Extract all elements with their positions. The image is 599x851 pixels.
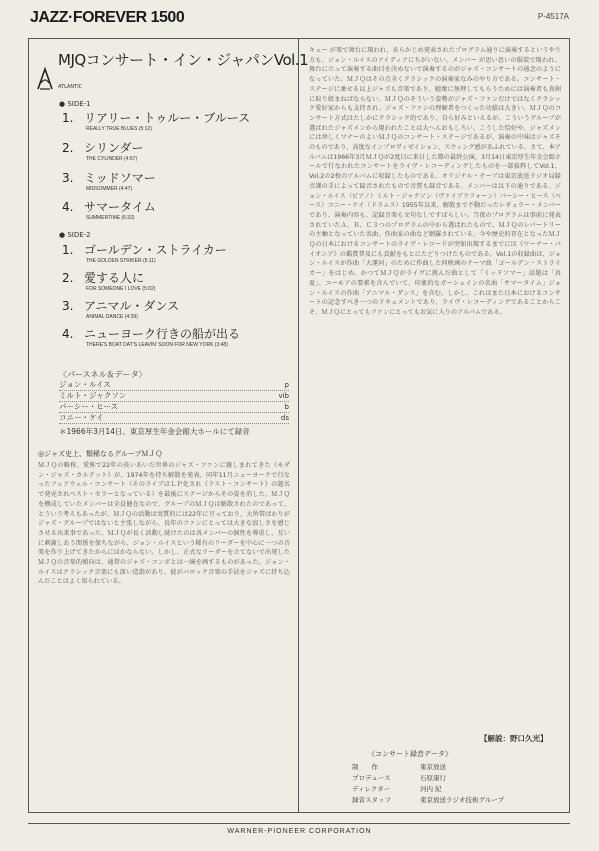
personnel-row: [59, 413, 289, 424]
member-instrument: ds: [280, 414, 289, 422]
footer-rule: [28, 823, 570, 824]
credit-role: 録音スタッフ: [352, 796, 391, 804]
track-title-jp: ニューヨーク行きの船が出る: [84, 327, 241, 341]
credit-value: 石原康行: [420, 774, 446, 782]
credit-value: 東京放送: [420, 763, 446, 771]
side1-label: ● SIDE-1: [59, 100, 91, 108]
publisher-footer: WARNER-PIONEER CORPORATION: [227, 828, 372, 835]
side2-label: ● SIDE-2: [59, 231, 91, 239]
album-title: MJQコンサート・イン・ジャパンVol.1: [58, 51, 309, 69]
track-title-en: THERE'S BOAT DAT'S LEAVIN' SOON FOR NEW YORK (3:48): [86, 342, 228, 348]
credit-value: 河内 紀: [420, 785, 442, 793]
member-name: ミルト・ジャクソン: [59, 391, 127, 400]
series-title: JAZZ·FOREVER 1500: [30, 9, 185, 26]
credit-role: 制 作: [352, 763, 378, 771]
credit-row: [352, 773, 446, 782]
credit-role: プロデュース: [352, 774, 391, 782]
credit-value: 東京放送ラジオ技術グループ: [420, 796, 504, 804]
credit-role: ディレクター: [352, 785, 391, 793]
personnel-row: [59, 391, 289, 402]
track-number: 2.: [62, 271, 74, 285]
catalog-number: P-4517A: [537, 12, 569, 21]
member-instrument: p: [284, 381, 289, 389]
member-instrument: vib: [278, 392, 289, 400]
member-name: パーシー・ヒース: [59, 402, 119, 411]
track-title-jp: 愛する人に: [84, 271, 145, 285]
track-number: 4.: [62, 327, 74, 341]
track-number: 3.: [62, 299, 74, 313]
track-title-jp: サマータイム: [84, 200, 156, 214]
essay-left-text: ＭＪＱの略称、愛称で22年の長いあいだ世界のジャズ・ファンに親しまれてきた《モダン・ジャズ・カルテット》が、1974年を持ち解散を発表、同年11月ニューヨークで行なったフェアウェル・コンサート（そのライブはＬＰ化され《ラスト・コンサート》の題名で発売されベスト・セラーとなっている）を最後にステージからその姿を消した。ＭＪＱを構成していたメンバーは全員健在なので、グループのＭＪＱは解散されたのであって、とういう考えもあったが、ＭＪＱの活動は実質的には22年に亘っており、大所帯ばかりがジャズ・グループではないと主張しながら、長年のファンにとっては大きな寂しさを感じさせる出来事であった。ＭＪＱが長く活動し続けたのは各メンバーの個性を尊重し、互いに刺激しあう関係を保ちながら、ジョン・ルイスという稀有のリーダーを中心に一つの音楽を作り上げてきたからにほかならない。しかし、正式なリーダーを立てないで出発したＭＪＱの音楽的傾向は、通常のジャズ・コンボとは一線を画するものがあった。ジョン・ルイスはクラシック音楽にも深い造詣があり、彼がバロック音楽の手法をジャズに持ち込んだことはよく知られている。: [38, 462, 290, 586]
commentary-credit: 【解説：野口久光】: [480, 734, 548, 743]
track-title-en: MIDSOMMER (4:47): [86, 186, 133, 192]
track-title-jp: アニマル・ダンス: [84, 299, 180, 313]
track-title-en: FOR SOMEONE I LOVE (5:02): [86, 286, 156, 292]
track-number: 1.: [62, 111, 74, 125]
credits-heading: 《コンサート録音データ》: [368, 750, 452, 758]
track-title-jp: ゴールデン・ストライカー: [84, 243, 227, 257]
member-name: コニー・ケイ: [59, 413, 104, 422]
track-title-en: THE GOLDEN STRIKER (5:11): [86, 258, 156, 264]
track-title-en: SUMMERTIME (6:32): [86, 215, 135, 221]
track-number: 2.: [62, 141, 74, 155]
track-title-jp: リアリー・トゥルー・ブルース: [84, 111, 251, 125]
column-divider: [298, 38, 299, 813]
credit-row: [352, 784, 442, 793]
member-instrument: b: [284, 403, 289, 411]
track-number: 3.: [62, 171, 74, 185]
personnel-row: [59, 380, 289, 391]
credit-row: [352, 762, 446, 771]
track-title-en: THE CYLINDER (4:57): [86, 156, 138, 162]
logo-wordmark: ATLANTIC: [58, 84, 83, 90]
member-name: ジョン・ルイス: [59, 380, 111, 389]
track-number: 4.: [62, 200, 74, 214]
track-title-en: REALLY TRUE BLUES (5:12): [86, 126, 152, 132]
credit-row: [352, 795, 504, 804]
track-title-en: ANIMAL DANCE (4:39): [86, 314, 138, 320]
atlantic-logo-icon: [35, 67, 55, 91]
track-number: 1.: [62, 243, 74, 257]
personnel-heading: 〈パースネル＆データ〉: [59, 370, 147, 379]
essay-heading: ◎ジャズ史上、類稀なるグループＭＪＱ: [38, 450, 163, 458]
recording-note: ＊1966年3月14日、東京厚生年金会館大ホールにて録音: [59, 427, 250, 436]
track-title-jp: ミッドソマー: [84, 171, 156, 185]
personnel-row: [59, 402, 289, 413]
track-title-jp: シリンダー: [84, 141, 144, 155]
essay-right-text: キュー が楽で舞台に現われ、あらかじめ発表されたプログラム通りに演奏するというやり方も、ジョン・ルイスのアイディアにちがいない。メンバー が思い思いの服装で現われ、舞台に立って演奏する曲目を決めないで演奏するのがジャズ・コンサートの通念のようになっていた。ＭＪＱはその点全くクラシックの演奏家なみのやり方である。コンサート・ステージに乗せる以上ジャズも音楽であり、聴衆に無理してもらうためには演奏者も真剣に取り組まねばならない。ＭＪＱのそういう姿勢がジャズ・ファンだけではなくクラシック愛好家からも支持され、ジャズ・ファンの理解者をつくった功績は大きい。ＭＪＱのコンサート方式はたしかにクラシック的であり、自ら好みといえるが、こういうグループが選ばれたジャズメンから現われたことは大へんおもしろい。こうした恰好や、ジャズメンには珍しくマナーのよいＭＪＱのコンサート・ステージであるが、演奏の中味はジャズそのものであり、高度なインプロヴィゼイション、スウィング感があふれている。さて、本アルバムは1966年3月ＭＪＱが2度目に来日した際の最終公演、3月14日東京厚生年金会館ホールで行なわれたコンサートをライヴ・レコーディングしたものを一部抜粋してVol.1、Vol.2の2枚のアルバムに収録したものである。オリジナル・テープは東京放送ラジオ局録音課の手によって録音されたもので音質も録音である。メンバーは以下の通りである。ジョン・ルイス（ピアノ）ミルト・ジャクソン（ヴァイブラフォーン）パーシー・ヒース（ベース）コニー・ケイ（ドラムス）1955年以来、解散まで不動だったレギュラー・メンバーであり、演奏内容も、記録音楽も文句なしですばらしい。当夜のプログラムは事前に発表されていたＡ、Ｂ、Ｃ３つのプログラムの中から選ばれたもので、ＭＪＱのレパートリーの主軸となっていた名曲、作曲家の曲など網羅されている。今や歴史的存在となったＭＪＱの日本におけるコンサートのライヴ・レコードが突如出現するまでには《ワーナー・パイオニア》の鑑賞普及にも貢献をもとにたどりつけたものである。Vol.1の収録曲は、ジョン・ルイスが作曲「大運河」のために作曲した同映画のテーマ曲「ゴールデン・ストライカー」をはじめ、かつてＭＪＱがライヴに挑んだ曲として「ミッドソマー」話題は「真夏」、ユーモアの要素を含んでいて、印象的なガーシュインの名曲「サマータイム」ジョン・ルイスの作曲「アニマル・ダンス」を含む。しかし、これはまた日本におけるコンサートの記念すべき一つのドキュメントであり、ライヴ・レコーディングであることからこそ、ＭＪＱにとってもファンにとってもお気に入りのアルバムである。: [309, 47, 561, 316]
